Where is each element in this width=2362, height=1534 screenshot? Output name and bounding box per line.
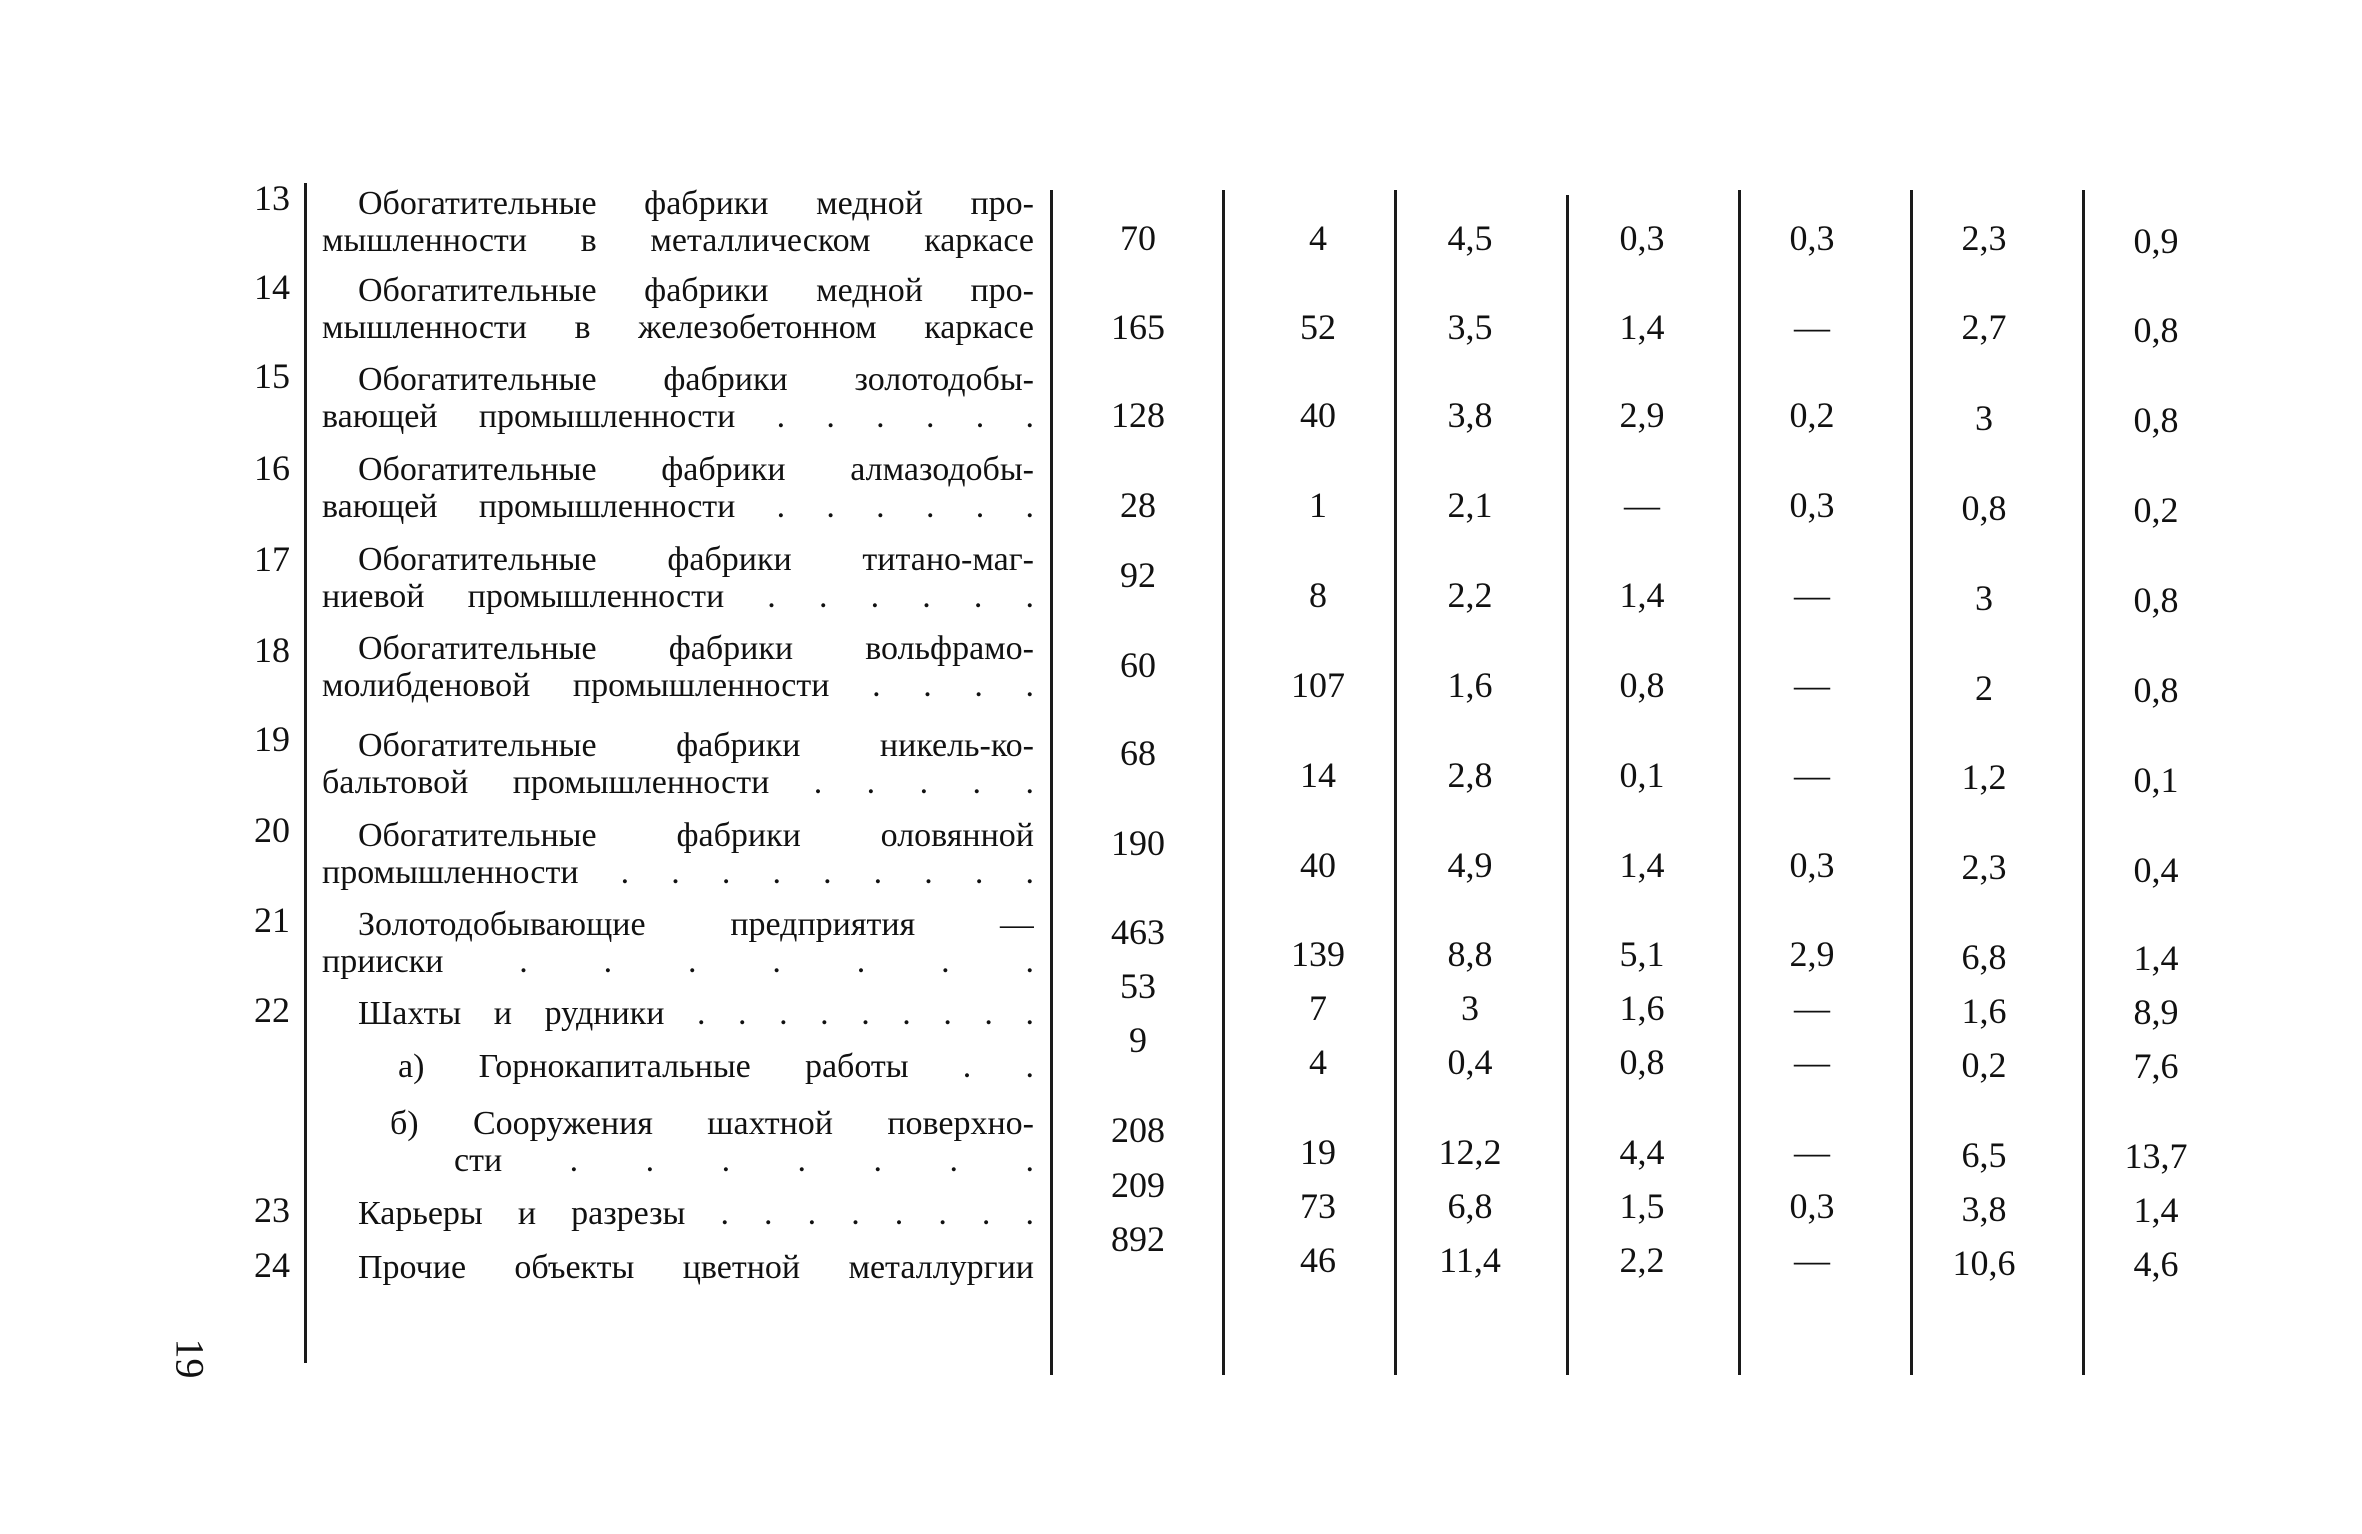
cell-value: 0,3 xyxy=(1789,1186,1835,1226)
cell-value: 5,1 xyxy=(1619,934,1665,974)
cell-value: 139 xyxy=(1291,934,1345,974)
cell-value: 0,1 xyxy=(1619,755,1665,795)
cell-value: — xyxy=(1794,1042,1830,1082)
row-number: 15 xyxy=(254,356,290,396)
cell-value: — xyxy=(1794,575,1830,615)
cell-value: 1,5 xyxy=(1619,1186,1665,1226)
description-line: вающей промышленности . . . . . . xyxy=(322,398,1034,435)
row-description xyxy=(322,1249,1034,1286)
cell-value: 208 xyxy=(1111,1110,1165,1150)
cell-value: 3 xyxy=(1975,398,1993,438)
cell-value: 7 xyxy=(1309,988,1327,1028)
row-number: 24 xyxy=(254,1245,290,1285)
row-description xyxy=(322,185,1034,259)
cell-value: 4,5 xyxy=(1447,218,1493,258)
cell-value: 0,2 xyxy=(1961,1045,2007,1085)
description-line: Обогатительные фабрики золотодобы- xyxy=(358,361,1034,398)
cell-value: 68 xyxy=(1120,733,1156,773)
cell-value: 2,2 xyxy=(1447,575,1493,615)
cell-value: — xyxy=(1794,1132,1830,1172)
cell-value: 0,8 xyxy=(2133,400,2179,440)
cell-value: — xyxy=(1794,755,1830,795)
cell-value: 4,4 xyxy=(1619,1132,1665,1172)
row-subitem xyxy=(390,1105,1034,1179)
cell-value: 2,2 xyxy=(1619,1240,1665,1280)
cell-value: 40 xyxy=(1300,395,1336,435)
cell-value: 0,3 xyxy=(1789,845,1835,885)
column-rule xyxy=(2082,190,2085,1375)
cell-value: 6,5 xyxy=(1961,1135,2007,1175)
cell-value: 463 xyxy=(1111,912,1165,952)
cell-value: 0,2 xyxy=(2133,490,2179,530)
cell-value: — xyxy=(1794,1240,1830,1280)
cell-value: 3 xyxy=(1461,988,1479,1028)
cell-value: 3,5 xyxy=(1447,307,1493,347)
cell-value: 4,9 xyxy=(1447,845,1493,885)
cell-value: 2,3 xyxy=(1961,218,2007,258)
description-line: Прочие объекты цветной металлургии xyxy=(358,1249,1034,1286)
row-subitem: а) Горнокапитальные работы . . xyxy=(398,1048,1034,1085)
cell-value: 46 xyxy=(1300,1240,1336,1280)
description-line: прииски . . . . . . . xyxy=(322,943,1034,980)
column-rule xyxy=(304,183,307,1363)
cell-value: 4 xyxy=(1309,218,1327,258)
description-line: Шахты и рудники . . . . . . . . . xyxy=(358,995,1034,1032)
cell-value: 92 xyxy=(1120,555,1156,595)
cell-value: 60 xyxy=(1120,645,1156,685)
cell-value: 107 xyxy=(1291,665,1345,705)
cell-value: 1,4 xyxy=(1619,307,1665,347)
cell-value: 8 xyxy=(1309,575,1327,615)
cell-value: 1,4 xyxy=(2133,938,2179,978)
cell-value: 52 xyxy=(1300,307,1336,347)
cell-value: 2,8 xyxy=(1447,755,1493,795)
row-description xyxy=(322,361,1034,435)
row-description xyxy=(322,451,1034,525)
description-line: ниевой промышленности . . . . . . xyxy=(322,578,1034,615)
cell-value: 2 xyxy=(1975,668,1993,708)
cell-value: 0,3 xyxy=(1789,485,1835,525)
cell-value: 4 xyxy=(1309,1042,1327,1082)
description-line: Обогатительные фабрики вольфрамо- xyxy=(358,630,1034,667)
cell-value: 209 xyxy=(1111,1165,1165,1205)
row-number: 13 xyxy=(254,178,290,218)
cell-value: 190 xyxy=(1111,823,1165,863)
row-description xyxy=(322,906,1034,980)
cell-value: 70 xyxy=(1120,218,1156,258)
cell-value: 40 xyxy=(1300,845,1336,885)
row-description xyxy=(322,727,1034,801)
cell-value: 1,2 xyxy=(1961,757,2007,797)
column-rule xyxy=(1394,190,1397,1375)
cell-value: 9 xyxy=(1129,1020,1147,1060)
cell-value: 6,8 xyxy=(1447,1186,1493,1226)
cell-value: 28 xyxy=(1120,485,1156,525)
cell-value: 3,8 xyxy=(1961,1189,2007,1229)
cell-value: 11,4 xyxy=(1439,1240,1501,1280)
row-description xyxy=(322,272,1034,346)
row-number: 20 xyxy=(254,810,290,850)
cell-value: 0,2 xyxy=(1789,395,1835,435)
row-number: 18 xyxy=(254,630,290,670)
cell-value: 1,6 xyxy=(1961,991,2007,1031)
description-line: бальтовой промышленности . . . . . xyxy=(322,764,1034,801)
row-description xyxy=(322,541,1034,615)
cell-value: 2,9 xyxy=(1619,395,1665,435)
description-line: Карьеры и разрезы . . . . . . . . xyxy=(358,1195,1034,1232)
column-rule xyxy=(1738,190,1741,1375)
column-rule xyxy=(1222,190,1225,1375)
description-line: Обогатительные фабрики титано-маг- xyxy=(358,541,1034,578)
cell-value: 0,8 xyxy=(1619,665,1665,705)
cell-value: 13,7 xyxy=(2124,1136,2188,1176)
description-line: мышленности в металлическом каркасе xyxy=(322,222,1034,259)
cell-value: 165 xyxy=(1111,307,1165,347)
row-description xyxy=(322,817,1034,891)
row-number: 23 xyxy=(254,1190,290,1230)
column-rule xyxy=(1566,195,1569,1375)
cell-value: 892 xyxy=(1111,1219,1165,1259)
cell-value: 0,8 xyxy=(2133,580,2179,620)
cell-value: 10,6 xyxy=(1952,1243,2016,1283)
description-line: б) Сооружения шахтной поверхно- xyxy=(390,1105,1034,1142)
cell-value: 0,3 xyxy=(1789,218,1835,258)
row-number: 21 xyxy=(254,900,290,940)
description-line: Золотодобывающие предприятия — xyxy=(358,906,1034,943)
cell-value: — xyxy=(1794,307,1830,347)
row-number: 22 xyxy=(254,990,290,1030)
row-number: 17 xyxy=(254,539,290,579)
cell-value: 1,6 xyxy=(1447,665,1493,705)
page-number: 19 xyxy=(167,1338,213,1379)
cell-value: 53 xyxy=(1120,966,1156,1006)
cell-value: 7,6 xyxy=(2133,1046,2179,1086)
row-number: 19 xyxy=(254,719,290,759)
cell-value: 1,4 xyxy=(2133,1190,2179,1230)
cell-value: 6,8 xyxy=(1961,937,2007,977)
row-description xyxy=(322,995,1034,1032)
cell-value: 1,4 xyxy=(1619,845,1665,885)
cell-value: 2,3 xyxy=(1961,847,2007,887)
description-line: промышленности . . . . . . . . . xyxy=(322,854,1034,891)
description-line: Обогатительные фабрики алмазодобы- xyxy=(358,451,1034,488)
cell-value: 14 xyxy=(1300,755,1336,795)
description-line: вающей промышленности . . . . . . xyxy=(322,488,1034,525)
cell-value: 12,2 xyxy=(1438,1132,1502,1172)
cell-value: — xyxy=(1794,665,1830,705)
cell-value: 0,3 xyxy=(1619,218,1665,258)
cell-value: 0,8 xyxy=(1619,1042,1665,1082)
description-line: Обогатительные фабрики медной про- xyxy=(358,272,1034,309)
cell-value: 2,1 xyxy=(1447,485,1493,525)
cell-value: 19 xyxy=(1300,1132,1336,1172)
cell-value: 1 xyxy=(1309,485,1327,525)
row-description xyxy=(322,1195,1034,1232)
cell-value: 0,9 xyxy=(2133,221,2179,261)
cell-value: 1,4 xyxy=(1619,575,1665,615)
cell-value: 128 xyxy=(1111,395,1165,435)
row-description xyxy=(322,630,1034,704)
description-line: молибденовой промышленности . . . . xyxy=(322,667,1034,704)
cell-value: 8,8 xyxy=(1447,934,1493,974)
cell-value: 73 xyxy=(1300,1186,1336,1226)
cell-value: 0,1 xyxy=(2133,760,2179,800)
cell-value: 2,9 xyxy=(1789,934,1835,974)
column-rule xyxy=(1050,190,1053,1375)
description-line: сти . . . . . . . xyxy=(454,1142,1034,1179)
cell-value: 2,7 xyxy=(1961,307,2007,347)
description-line: Обогатительные фабрики никель-ко- xyxy=(358,727,1034,764)
cell-value: 4,6 xyxy=(2133,1244,2179,1284)
cell-value: 1,6 xyxy=(1619,988,1665,1028)
cell-value: 0,8 xyxy=(2133,310,2179,350)
row-number: 14 xyxy=(254,267,290,307)
cell-value: — xyxy=(1624,485,1660,525)
cell-value: 0,4 xyxy=(2133,850,2179,890)
cell-value: 0,4 xyxy=(1447,1042,1493,1082)
row-number: 16 xyxy=(254,448,290,488)
description-line: Обогатительные фабрики медной про- xyxy=(358,185,1034,222)
cell-value: 0,8 xyxy=(2133,670,2179,710)
column-rule xyxy=(1910,190,1913,1375)
cell-value: 8,9 xyxy=(2133,992,2179,1032)
cell-value: 3,8 xyxy=(1447,395,1493,435)
cell-value: 3 xyxy=(1975,578,1993,618)
cell-value: 0,8 xyxy=(1961,488,2007,528)
description-line: Обогатительные фабрики оловянной xyxy=(358,817,1034,854)
description-line: мышленности в железобетонном каркасе xyxy=(322,309,1034,346)
cell-value: — xyxy=(1794,988,1830,1028)
